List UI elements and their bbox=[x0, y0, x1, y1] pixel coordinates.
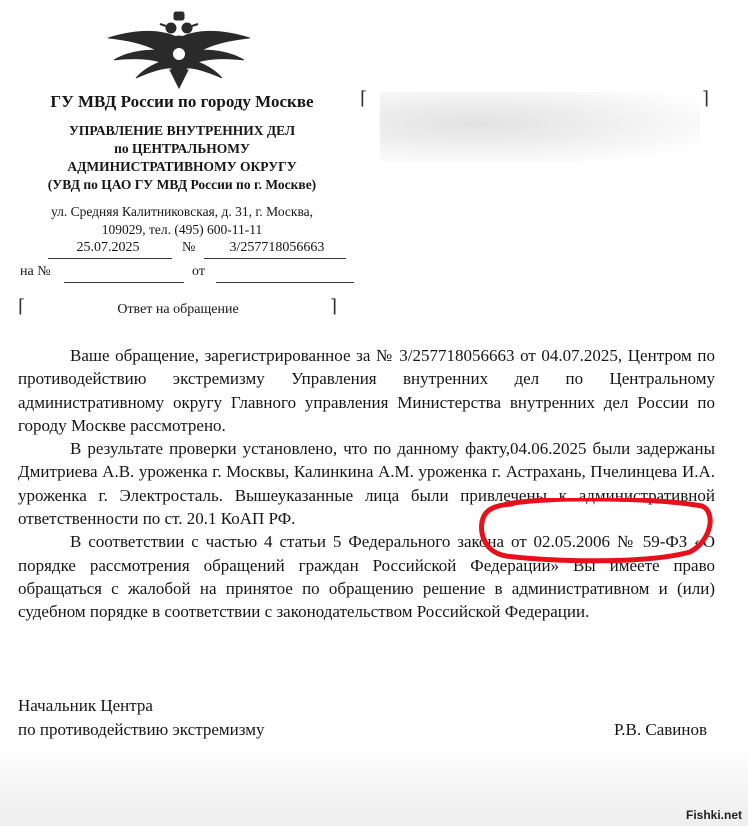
department-line: (УВД по ЦАО ГУ МВД России по г. Москве) bbox=[47, 177, 317, 192]
outgoing-number: 3/257718056663 bbox=[229, 240, 325, 255]
signer-title-line: по противодействию экстремизму bbox=[18, 720, 265, 739]
address-line: 109029, тел. (495) 600-11-11 bbox=[101, 222, 263, 237]
reference-date-blank bbox=[216, 282, 354, 283]
department-line: УПРАВЛЕНИЕ ВНУТРЕННИХ ДЕЛ bbox=[68, 123, 296, 138]
address-line: ул. Средняя Калитниковская, д. 31, г. Москва, bbox=[50, 204, 314, 219]
signature-block bbox=[18, 694, 715, 742]
date-underline bbox=[48, 258, 172, 259]
subject-bracket-left: ⌈ bbox=[18, 296, 26, 316]
subject-bracket-right: ⌉ bbox=[330, 296, 338, 316]
site-watermark: Fishki.net bbox=[685, 808, 742, 822]
number-sign: № bbox=[182, 240, 196, 255]
department-address bbox=[12, 203, 352, 239]
letter-body bbox=[18, 344, 715, 624]
department-name bbox=[12, 122, 352, 194]
signer-title-line: Начальник Центра bbox=[18, 696, 153, 715]
photo-bottom-shadow bbox=[0, 742, 748, 826]
reference-line bbox=[20, 264, 340, 284]
department-line: по ЦЕНТРАЛЬНОМУ bbox=[114, 141, 250, 156]
redacted-recipient-block bbox=[380, 92, 700, 162]
letter-subject: Ответ на обращение bbox=[117, 302, 239, 317]
registration-line bbox=[12, 240, 342, 258]
department-line: АДМИНИСТРАТИВНОМУ ОКРУГУ bbox=[67, 159, 297, 174]
ministry-title: ГУ МВД России по городу Москве bbox=[50, 92, 314, 111]
reference-number-label: на № bbox=[20, 264, 51, 279]
body-paragraph: Ваше обращение, зарегистрированное за № 3/257718056663 от 04.07.2025, Центром по противодействию экстремизму Управления внутренних дел по Центральному административному округу Главного управления Министерства внутренних дел России по городу Москве рассмотрено. bbox=[18, 346, 715, 435]
recipient-bracket-right: ⌉ bbox=[702, 88, 710, 108]
body-paragraph: В результате проверки установлено, что по данному факту,04.06.2025 были задержаны Дмитриева А.В. уроженка г. Москвы, Калинкина А.М. уроженка г. Астрахань, Пчелинцева И.А. уроженка г. Электросталь. Вышеуказанные лица были привлечены к административной ответственности по ст. 20.1 КоАП РФ. bbox=[18, 439, 715, 529]
recipient-bracket-left: ⌈ bbox=[360, 88, 368, 108]
reference-number-blank bbox=[64, 282, 184, 283]
reference-date-label: от bbox=[192, 264, 205, 279]
number-underline bbox=[204, 258, 346, 259]
outgoing-date: 25.07.2025 bbox=[76, 240, 140, 255]
body-paragraph: В соответствии с частью 4 статьи 5 Федерального закона от 02.05.2006 № 59-ФЗ «О порядке рассмотрения обращений граждан Российской Федерации» Вы имеете право обращаться с жалобой на принятое по обращению решение в административном и (или) судебном порядке в соответствии с законодательством Российской Федерации. bbox=[18, 532, 715, 622]
double-headed-eagle-emblem-icon bbox=[104, 8, 254, 90]
signer-name: Р.В. Савинов bbox=[613, 720, 707, 739]
